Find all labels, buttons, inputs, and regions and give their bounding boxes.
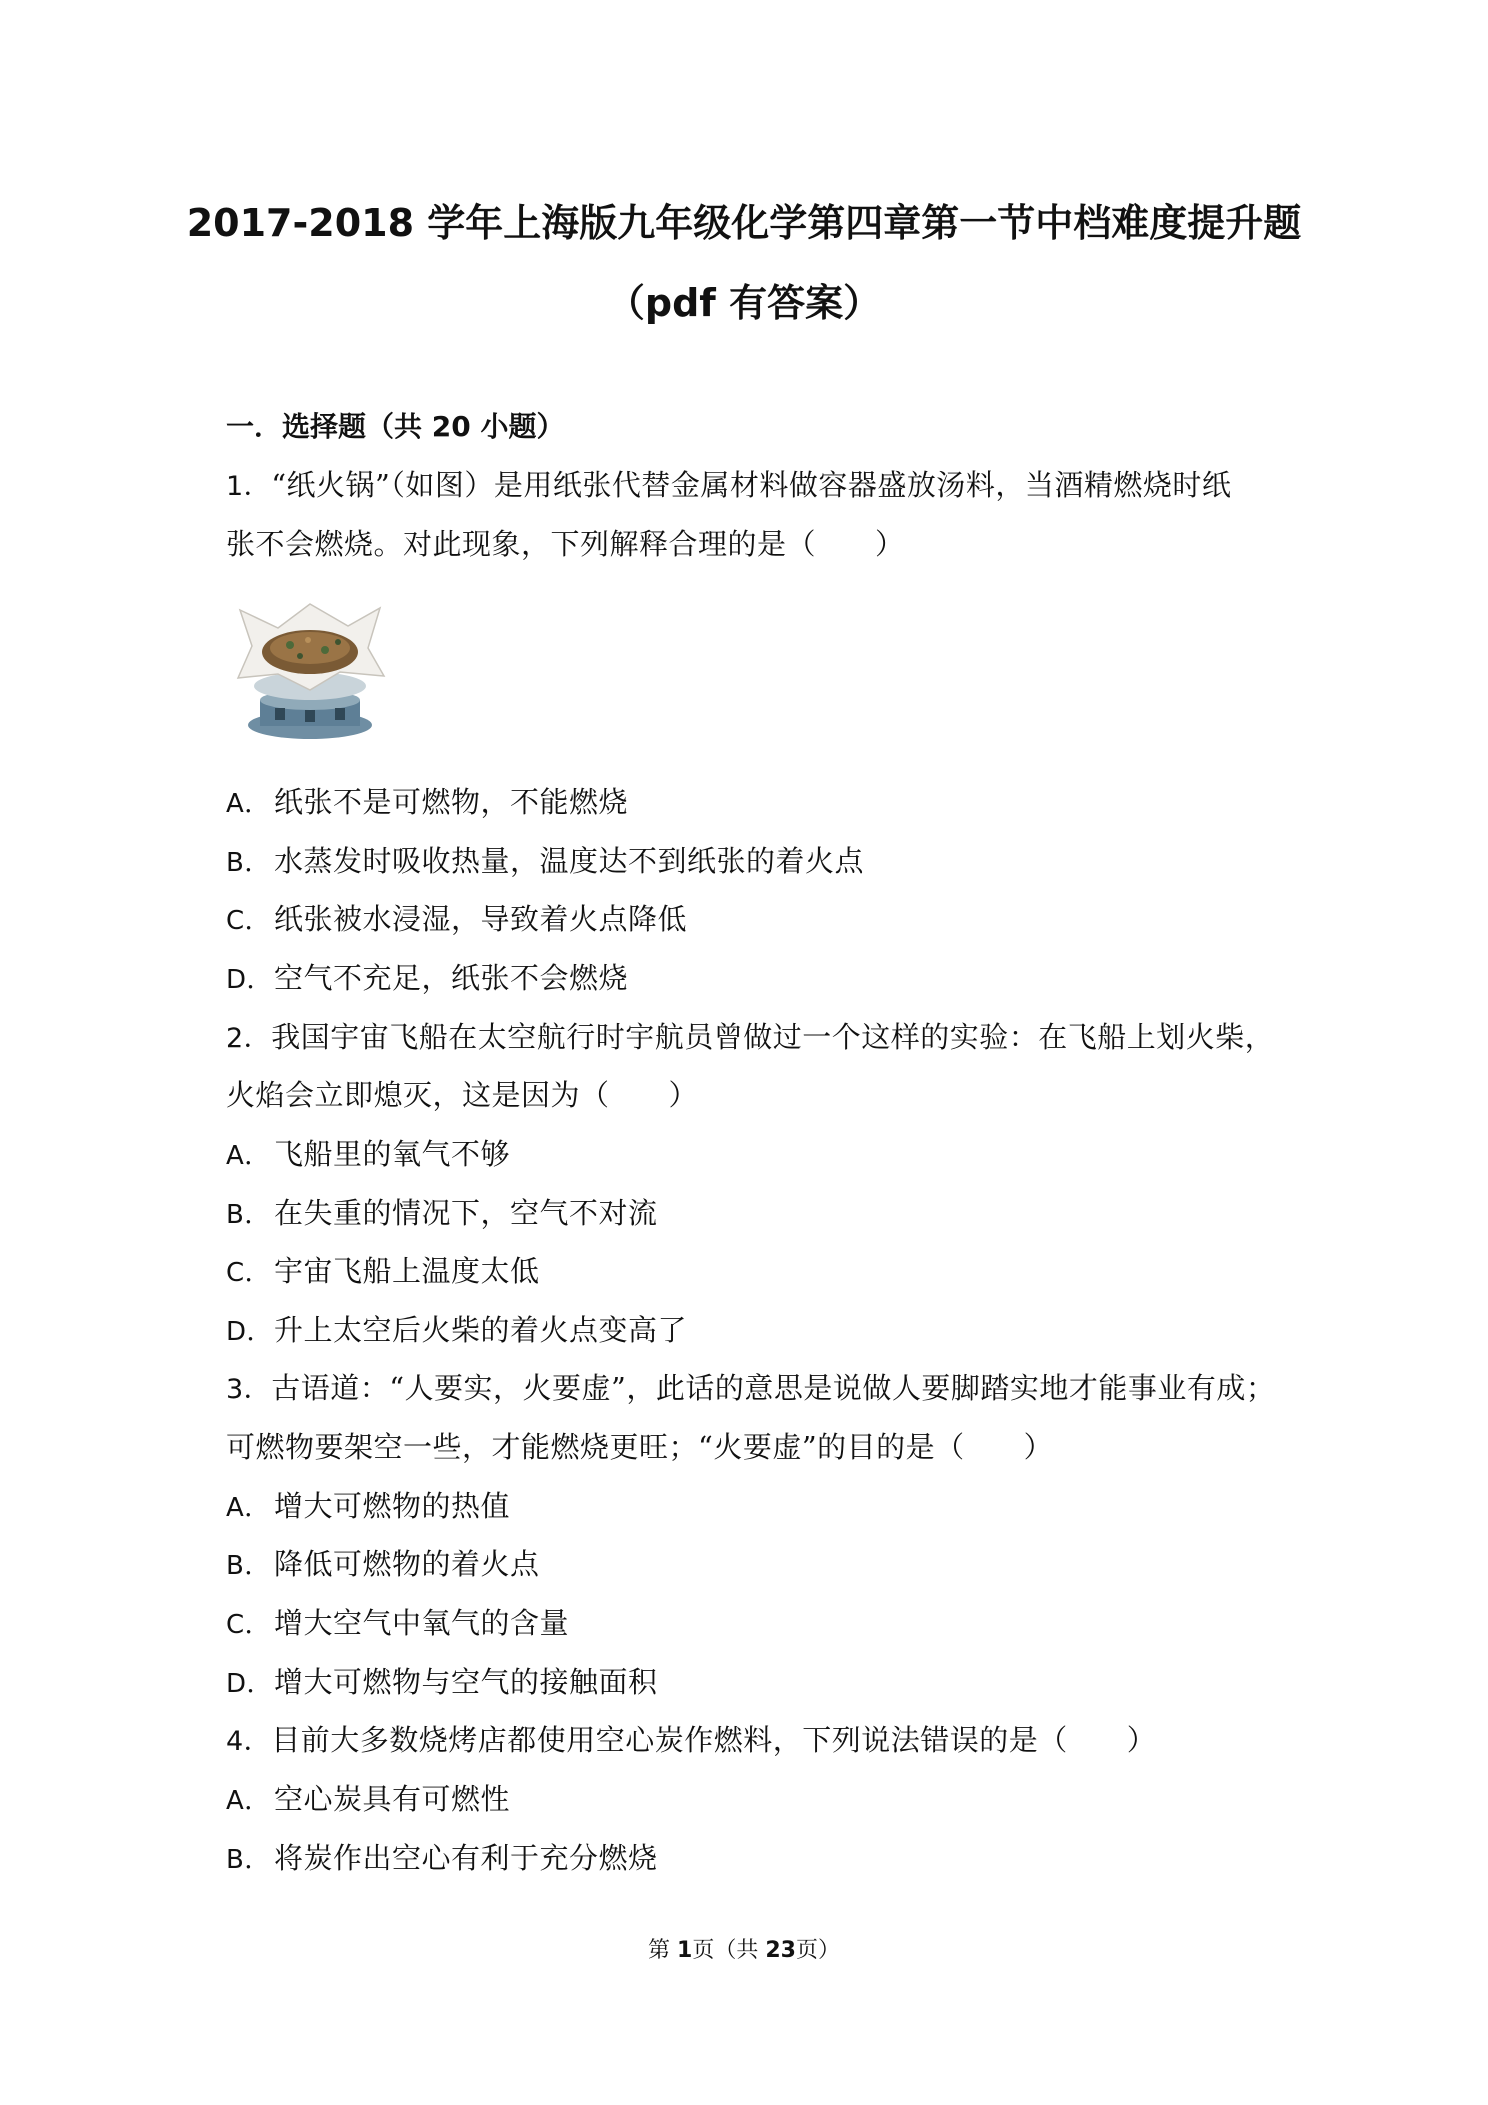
document-title: 2017-2018 学年上海版九年级化学第四章第一节中档难度提升题: [186, 201, 1302, 245]
question-1-line-1: [226, 463, 1231, 504]
section-heading: 一．选择题（共 20 小题）: [226, 410, 565, 443]
question-text: 古语道：“人要实，火要虚”，此话的意思是说做人要脚踏实地才能事业有成；: [271, 1371, 1276, 1405]
q2-option-d: D．升上太空后火柴的着火点变高了: [226, 1313, 688, 1347]
question-text: “纸火锅”（如图）是用纸张代替金属材料做容器盛放汤料，当酒精燃烧时纸: [271, 468, 1232, 502]
q3-option-d: D．增大可燃物与空气的接触面积: [226, 1665, 658, 1699]
paper-hotpot-figure: [230, 590, 390, 750]
q2-option-a: A． 飞船里的氧气不够: [226, 1137, 511, 1171]
q4-option-b: B． 将炭作出空心有利于充分燃烧: [226, 1841, 658, 1875]
q3-option-c: C．增大空气中氧气的含量: [226, 1606, 570, 1640]
question-number: 3．: [226, 1374, 272, 1405]
question-3-line-1: [226, 1366, 1275, 1407]
q1-option-c: C．纸张被水浸湿，导致着火点降低: [226, 902, 688, 936]
page-number: 1: [677, 1938, 693, 1963]
question-4-line-1: [226, 1718, 1156, 1759]
q1-option-a: A． 纸张不是可燃物，不能燃烧: [226, 785, 629, 819]
page-footer: 第 1页（共 23页）: [648, 1938, 840, 1963]
page-total: 23: [765, 1938, 796, 1963]
q1-option-b: B． 水蒸发时吸收热量，温度达不到纸张的着火点: [226, 844, 865, 878]
q2-option-c: C．宇宙飞船上温度太低: [226, 1254, 540, 1288]
question-3-line-2: 可燃物要架空一些，才能燃烧更旺；“火要虚”的目的是（ ）: [226, 1430, 1054, 1464]
question-number: 1．: [226, 471, 272, 502]
question-2-line-1: [226, 1015, 1274, 1056]
q4-option-a: A． 空心炭具有可燃性: [226, 1782, 511, 1816]
question-number: 4．: [226, 1726, 272, 1757]
q1-option-d: D．空气不充足，纸张不会燃烧: [226, 961, 629, 995]
q2-option-b: B． 在失重的情况下，空气不对流: [226, 1196, 658, 1230]
question-text: 我国宇宙飞船在太空航行时宇航员曾做过一个这样的实验：在飞船上划火柴，: [271, 1020, 1275, 1054]
question-1-line-2: 张不会燃烧。对此现象，下列解释合理的是（ ）: [226, 527, 905, 561]
question-text: 目前大多数烧烤店都使用空心炭作燃料，下列说法错误的是（ ）: [271, 1723, 1157, 1757]
document-subtitle: （pdf 有答案）: [606, 281, 882, 325]
question-2-line-2: 火焰会立即熄灭，这是因为（ ）: [226, 1078, 699, 1112]
q3-option-b: B． 降低可燃物的着火点: [226, 1547, 540, 1581]
question-number: 2．: [226, 1023, 272, 1054]
q3-option-a: A． 增大可燃物的热值: [226, 1489, 511, 1523]
